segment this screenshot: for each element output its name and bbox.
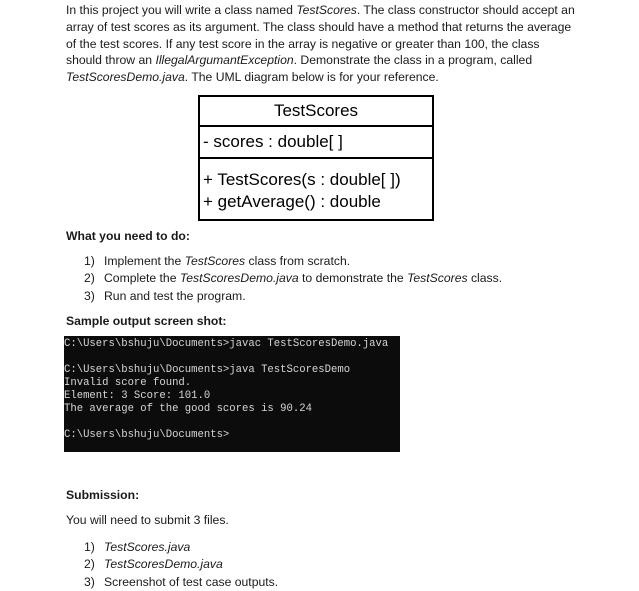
list-item [84,574,278,591]
list-item-number: 3) [84,574,95,589]
intro-text-2: . The class constructor should accept an array of test scores as its argument. The class should have a method that returns the average of the test scores. If any test score in the array is negative or greater than 100, the class should throw an [66,3,575,68]
list-item [84,288,502,305]
intro-text-1: In this project you will write a class named [66,3,297,17]
terminal-line: Element: 3 Score: 101.0 [64,390,211,402]
uml-field: - scores : double[ ] [200,127,432,159]
intro-class-name: TestScores [296,3,357,17]
uml-diagram [198,95,434,221]
todo-heading: What you need to do: [66,229,190,243]
terminal-screenshot [64,336,400,452]
sample-heading: Sample output screen shot: [66,314,227,328]
list-item-text: Run and test the program. [104,288,246,303]
uml-method-get-average: + getAverage() : double [203,192,381,211]
list-item-text: TestScoresDemo.java [104,557,223,572]
list-item-number: 2) [84,557,95,572]
list-item-number: 1) [84,540,95,554]
terminal-line: C:\Users\bshuju\Documents> [64,429,230,441]
terminal-line: The average of the good scores is 90.24 [64,403,312,415]
uml-method-constructor: + TestScores(s : double[ ]) [203,170,401,189]
terminal-line: Invalid score found. [64,377,192,389]
submission-heading: Submission: [66,488,140,502]
uml-methods [200,159,432,219]
intro-demo-file: TestScoresDemo.java [66,70,185,85]
list-item [84,539,278,556]
terminal-line: C:\Users\bshuju\Documents>javac TestScoresDemo.java [64,338,389,350]
list-item-number: 3) [84,288,95,303]
submission-list [84,539,278,591]
intro-text-3: . Demonstrate the class in a program, called [293,53,533,68]
list-item [84,270,502,287]
list-item-text: TestScores.java [104,540,191,554]
list-item-text: Implement the TestScores class from scratch. [104,254,351,268]
intro-paragraph [66,2,576,86]
list-item [84,253,502,270]
list-item-number: 2) [84,271,95,286]
todo-list [84,253,502,305]
list-item [84,556,278,573]
list-item-text: Complete the TestScoresDemo.java to demonstrate the TestScores class. [104,271,503,286]
intro-text-4: . The UML diagram below is for your reference. [184,70,439,85]
terminal-line: C:\Users\bshuju\Documents>java TestScoresDemo [64,364,351,376]
list-item-text: Screenshot of test case outputs. [104,574,279,589]
list-item-number: 1) [84,254,95,268]
submission-text: You will need to submit 3 files. [66,513,229,527]
uml-class-name: TestScores [200,97,432,127]
intro-exception-name: IllegalArgumantException [155,53,294,68]
